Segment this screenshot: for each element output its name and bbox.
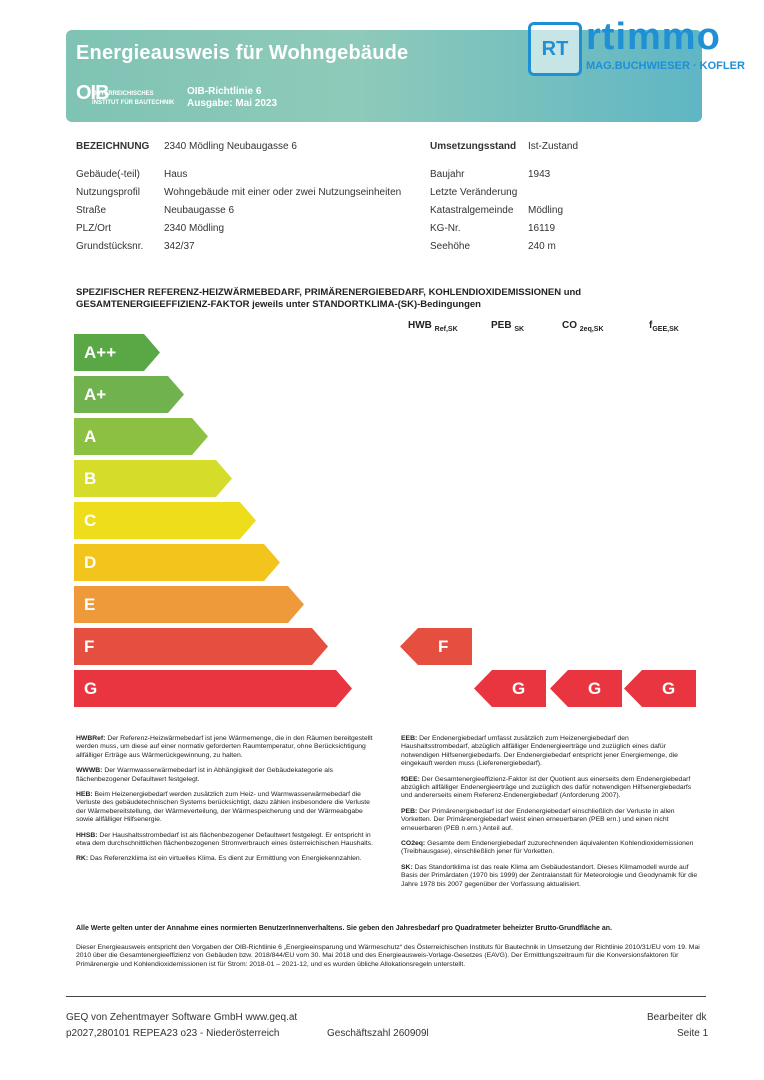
- rating-label-hwb: F: [438, 637, 449, 656]
- energy-class-bar-b: [74, 460, 232, 497]
- info-value-grundstuecksnr: 342/37: [164, 241, 195, 252]
- energy-class-label-aplus: A+: [84, 385, 107, 404]
- column-header-peb: PEB $_{SK}$: [491, 320, 525, 333]
- rating-label-fgee: G: [662, 679, 676, 698]
- info-label-letzte-veraenderung: Letzte Veränderung: [430, 187, 518, 198]
- guideline-label: OIB-Richtlinie 6: [187, 86, 262, 97]
- brand-subtitle: MAG.BUCHWIESER · KOFLER: [586, 60, 745, 72]
- energy-class-bar-f: [74, 628, 328, 665]
- note-sk: SK: Das Standortklima ist das reale Klima am Gebäudestandort. Dieses Klimamodell wurde auf Basis der Primärdaten (1970 bis 1999) der Zentralanstalt für Meteorologie und Geodynamik für die Jahre 1978 bis 2007 gegenüber der Vorfassung aktualisiert.: [401, 863, 698, 888]
- energy-class-label-g: G: [84, 679, 98, 698]
- info-label-baujahr: Baujahr: [430, 169, 465, 180]
- info-value-umsetzungsstand: Ist-Zustand: [528, 141, 579, 152]
- info-value-kg-nr: 16119: [528, 223, 556, 234]
- info-value-seehoehe: 240 m: [528, 241, 556, 252]
- energy-class-label-b: B: [84, 469, 97, 488]
- info-label-plz-ort: PLZ/Ort: [76, 223, 112, 234]
- footer-code: p2027,280101 REPEA23 o23 - Niederösterreich: [66, 1028, 280, 1039]
- note-peb: PEB: Der Primärenergiebedarf ist der Endenergiebedarf einschließlich der Verluste in allen Vorketten. Der Primärenergiebedarf weist einen erneuerbaren (PEB ern.) und einen nicht erneuerbaren (PEB n.ern.) Anteil auf.: [401, 807, 675, 832]
- info-value-katastralgemeinde: Mödling: [528, 205, 564, 216]
- info-value-gebaeude: Haus: [164, 169, 188, 180]
- note-wwwb: WWWB: Der Warmwasserwärmebedarf ist in Abhängigkeit der Gebäudekategorie als flächenbezogener Defaultwert festgelegt.: [76, 767, 334, 783]
- rating-arrow-hwb: [400, 628, 472, 665]
- note-eeb: EEB: Der Endenergiebedarf umfasst zusätzlich zum Heizenergiebedarf den Haushaltsstrombedarf, abzüglich allfälliger Endenergieerträge und zuzüglich eines dafür notwendigen Hilfsenergiebedarfs. Der Endenergiebedarf entspricht jener Energiemenge, die eingekauft werden muss (Lieferenergiebedarf).: [401, 735, 678, 768]
- footer-software: GEQ von Zehentmayer Software GmbH www.geq.at: [66, 1012, 298, 1023]
- section-title: SPEZIFISCHER REFERENZ-HEIZWÄRMEBEDARF, PRIMÄRENERGIEBEDARF, KOHLENDIOXIDEMISSIONEN und GESAMTENERGIEEFFIZIENZ-FAKTOR jeweils unter STANDORTKLIMA-(SK)-Bedingungen: [76, 287, 582, 310]
- assumption-note: Alle Werte gelten unter der Annahme eines normierten BenutzerInnenverhaltens. Sie geben den Jahresbedarf pro Quadratmeter beheizter Brutto-Grundfläche an.: [76, 925, 613, 932]
- info-label-gebaeude: Gebäude(-teil): [76, 169, 140, 180]
- oib-subtitle-2: INSTITUT FÜR BAUTECHNIK: [92, 100, 175, 106]
- info-value-baujahr: 1943: [528, 169, 551, 180]
- energy-class-label-e: E: [84, 595, 96, 614]
- energy-class-bar-c: [74, 502, 256, 539]
- rating-arrow-fgee: [624, 670, 696, 707]
- brand-name: rtimmo: [586, 16, 721, 58]
- energy-class-label-f: F: [84, 637, 95, 656]
- note-co2: CO2eq: Gesamte dem Endenergiebedarf zuzurechnenden äquivalenten Kohlendioxidemissionen (Treibhausgase), einschließlich jener für Vorketten.: [401, 840, 694, 856]
- note-fgee: fGEE: Der Gesamtenergieeffizienz-Faktor ist der Quotient aus einerseits dem Endenergiebedarf abzüglich allfälliger Endenergieerträge und zuzüglich des dafür notwendigen Hilfsenergiebedarfs und andererseits einem Referenz-Endenergiebedarf (Anforderung 2007).: [401, 775, 692, 800]
- energy-class-bar-g: [74, 670, 352, 707]
- rating-label-peb: G: [512, 679, 526, 698]
- rating-arrow-peb: [474, 670, 546, 707]
- column-header-hwb: HWB $_{Ref,SK}$: [408, 320, 458, 333]
- info-value-nutzungsprofil: Wohngebäude mit einer oder zwei Nutzungseinheiten: [164, 187, 402, 198]
- energy-class-bar-e: [74, 586, 304, 623]
- energy-class-label-c: C: [84, 511, 97, 530]
- info-label-katastralgemeinde: Katastralgemeinde: [430, 205, 514, 216]
- brand-logo-icon: RT: [528, 22, 582, 76]
- note-rk: RK: Das Referenzklima ist ein virtuelles Klima. Es dient zur Ermittlung von Energiekennzahlen.: [76, 855, 362, 863]
- info-label-kg-nr: KG-Nr.: [430, 223, 461, 234]
- info-label-strasse: Straße: [76, 205, 107, 216]
- info-label-nutzungsprofil: Nutzungsprofil: [76, 187, 140, 198]
- document-title: Energieausweis für Wohngebäude: [76, 42, 409, 64]
- energy-class-label-a: A: [84, 427, 97, 446]
- info-label-bezeichnung: BEZEICHNUNG: [76, 141, 150, 152]
- info-label-umsetzungsstand: Umsetzungsstand: [430, 141, 517, 152]
- legal-note: Dieser Energieausweis entspricht den Vorgaben der OIB-Richtlinie 6 „Energieeinsparung und Wärmeschutz“ des Österreichischen Instituts für Bautechnik in Umsetzung der Richtlinie 2010/31/EU vom 19. Mai 2010 über die Gesamtenergieeffizienz von Gebäuden bzw. 2018/844/EU vom 30. Mai 2018 und des Energieausweis-Vorlage-Gesetzes (EAVG). Der Ermittlungszeitraum für die Konversionsfaktoren für Primärenergie und Kohlendioxidemissionen ist für Strom: 2018-01 – 2021-12, und es wurden übliche Allokationsregeln unterstellt.: [76, 944, 700, 968]
- column-header-co2: CO $_{2eq,SK}$: [562, 320, 604, 333]
- footer-divider: [66, 996, 706, 997]
- note-heb: HEB: Beim Heizenergiebedarf werden zusätzlich zum Heiz- und Warmwasserwärmebedarf die Verluste des gebäudetechnischen Systems berücksichtigt, dazu zählen insbesondere die Verluste der Wärmebereitstellung, der Wärmeverteilung, der Wärmespeicherung und der Wärmeabgabe sowie allfälliger Hilfsenergie.: [76, 791, 370, 824]
- info-value-strasse: Neubaugasse 6: [164, 205, 235, 216]
- oib-subtitle-1: ÖSTERREICHISCHES: [92, 91, 154, 97]
- footer-editor: Bearbeiter dk: [647, 1012, 707, 1023]
- rating-label-co2: G: [588, 679, 602, 698]
- info-label-grundstuecksnr: Grundstücksnr.: [76, 241, 144, 252]
- energy-class-label-aplusplus: A++: [84, 343, 117, 362]
- info-label-seehoehe: Seehöhe: [430, 241, 471, 252]
- footer-geschaeftszahl: Geschäftszahl 260909l: [327, 1028, 429, 1039]
- column-header-fgee: $f_{GEE,SK}$: [649, 320, 679, 333]
- edition-label: Ausgabe: Mai 2023: [187, 98, 278, 109]
- note-hhsb: HHSB: Der Haushaltsstrombedarf ist als flächenbezogener Defaultwert festgelegt. Er entspricht in etwa dem durchschnittlichen flächenbezogenen Stromverbrauch eines österreichischen Haushalts.: [76, 831, 373, 848]
- note-hwb: HWBRef: Der Referenz-Heizwärmebedarf ist jene Wärmemenge, die in den Räumen bereitgestellt werden muss, um diese auf einer normativ geforderten Raumtemperatur, ohne Berücksichtigung allfälliger Erträge aus Wärmerückgewinnung, zu halten.: [76, 735, 373, 759]
- energy-class-bar-d: [74, 544, 280, 581]
- footer-page: Seite 1: [677, 1028, 709, 1039]
- energy-class-label-d: D: [84, 553, 97, 572]
- info-value-bezeichnung: 2340 Mödling Neubaugasse 6: [164, 141, 297, 152]
- notes-right: [401, 735, 699, 896]
- info-value-plz-ort: 2340 Mödling: [164, 223, 225, 234]
- oib-logo: OIB: [76, 82, 109, 104]
- rating-arrow-co2: [550, 670, 622, 707]
- notes-left: [76, 735, 376, 871]
